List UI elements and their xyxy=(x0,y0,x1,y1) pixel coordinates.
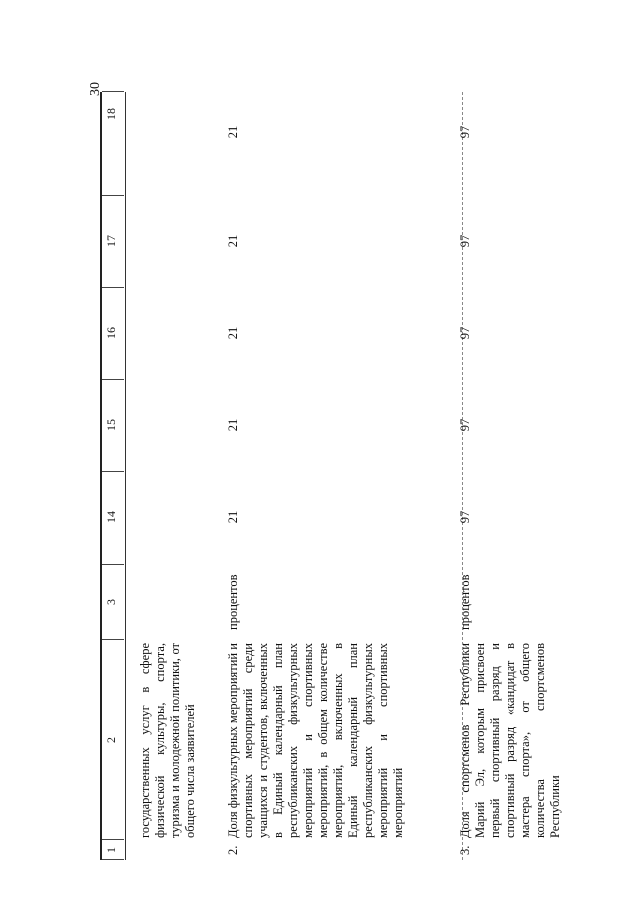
row-3-value-16: 97 xyxy=(458,326,472,340)
row-2-value-18: 21 xyxy=(226,125,240,139)
column-number-17: 17 xyxy=(104,235,118,247)
page-number: 30 xyxy=(88,82,103,96)
table-top-border xyxy=(100,92,102,860)
row-3-unit: процентов xyxy=(458,574,472,630)
column-number-3: 3 xyxy=(104,599,118,605)
row-3-value-18: 97 xyxy=(458,125,472,139)
column-number-16: 16 xyxy=(104,327,118,339)
row-2-number: 2. xyxy=(226,845,240,855)
row-2-value-14: 21 xyxy=(226,510,240,524)
row-3-value-15: 97 xyxy=(458,418,472,432)
row-2-value-16: 21 xyxy=(226,326,240,340)
table-header-bottom-border xyxy=(125,92,126,860)
row-1-name: государственных услуг в сфере физической культуры, спорта, туризма и молодежной политики, от общего числа заявителей xyxy=(138,643,197,838)
row-3-value-14: 97 xyxy=(458,510,472,524)
column-number-15: 15 xyxy=(104,419,118,431)
column-divider xyxy=(102,195,124,196)
column-number-1: 1 xyxy=(104,847,118,853)
row-3-number: 3. xyxy=(458,845,472,855)
column-divider xyxy=(102,91,124,92)
row-3-value-17: 97 xyxy=(458,234,472,248)
row-2-name: Доля физкультурных мероприятий и спортивных мероприятий среди учащихся и студентов, включенных в Единый календарный план республиканских физкультурных мероприятий и спортивных мероприятий, в общем количестве мероприятий, включенных в Единый календарный план республиканских физкультурных мероприятий и спортивных мероприятий xyxy=(226,643,405,838)
column-divider xyxy=(102,564,124,565)
row-3-name: Доля спортсменов Республики Марий Эл, которым присвоен первый спортивный разряд и спортивный разряд «кандидат в мастера спорта», от общего количества спортсменов Республики xyxy=(458,643,562,838)
column-number-2: 2 xyxy=(104,737,118,743)
column-divider xyxy=(102,287,124,288)
column-number-18: 18 xyxy=(104,108,118,120)
row-2-unit: процентов xyxy=(226,574,240,630)
column-number-14: 14 xyxy=(104,511,118,523)
column-divider xyxy=(102,379,124,380)
column-divider xyxy=(102,471,124,472)
row-2-value-15: 21 xyxy=(226,418,240,432)
column-divider xyxy=(102,639,124,640)
row-2-value-17: 21 xyxy=(226,234,240,248)
